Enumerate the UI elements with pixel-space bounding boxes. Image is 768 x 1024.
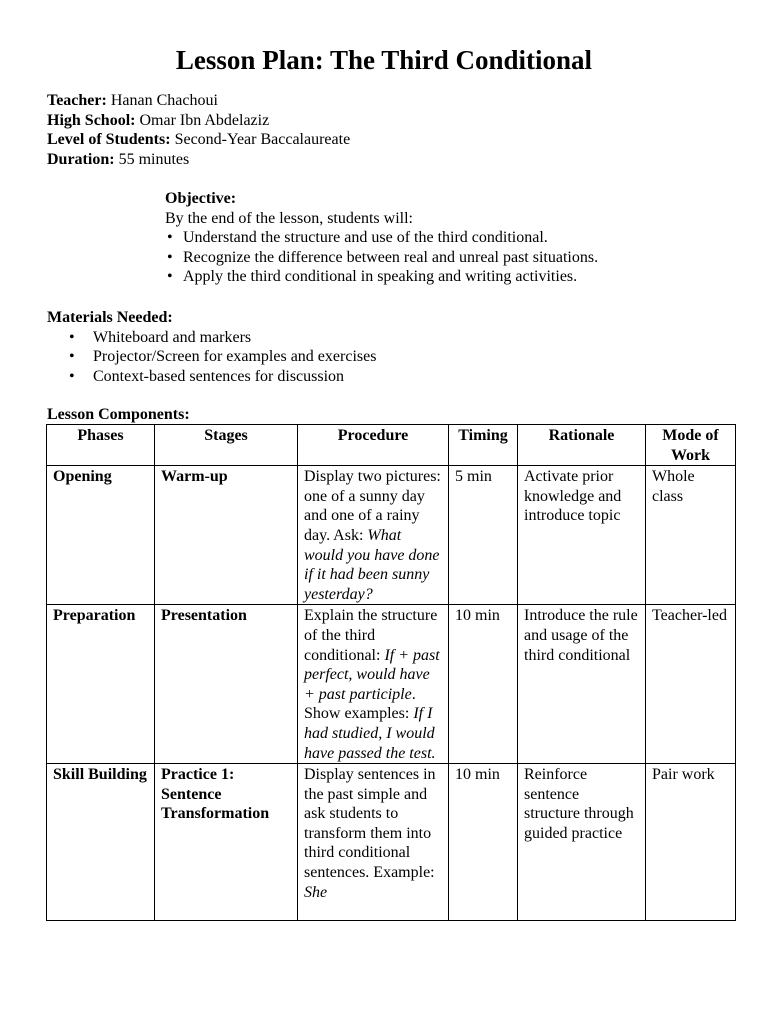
list-item: • Projector/Screen for examples and exercises bbox=[47, 347, 376, 367]
list-item: • Recognize the difference between real and unreal past situations. bbox=[165, 248, 598, 268]
list-item: • Apply the third conditional in speaking and writing activities. bbox=[165, 267, 598, 287]
table-header-row bbox=[47, 425, 736, 466]
timing-cell: 10 min bbox=[449, 764, 518, 921]
materials-section bbox=[47, 308, 376, 386]
list-item: • Context-based sentences for discussion bbox=[47, 367, 376, 387]
objective-heading: Objective: bbox=[165, 190, 237, 207]
objective-section bbox=[165, 189, 598, 287]
phase-cell: Preparation bbox=[47, 605, 155, 764]
list-item: • Whiteboard and markers bbox=[47, 328, 376, 348]
mode-cell: Pair work bbox=[646, 764, 736, 921]
lesson-components-table bbox=[46, 424, 736, 921]
page-title: Lesson Plan: The Third Conditional bbox=[175, 45, 593, 75]
objective-list bbox=[165, 228, 598, 287]
lesson-info bbox=[47, 91, 350, 169]
objective-intro: By the end of the lesson, students will: bbox=[165, 209, 413, 227]
rationale-cell: Activate prior knowledge and introduce topic bbox=[518, 466, 646, 605]
procedure-cell: Display sentences in the past simple and ask students to transform them into third conditional sentences. Example: She bbox=[298, 764, 449, 921]
level-line: Level of Students: Second-Year Baccalaureate bbox=[47, 131, 351, 149]
header-rationale: Rationale bbox=[518, 425, 646, 466]
list-item: • Understand the structure and use of the third conditional. bbox=[165, 228, 598, 248]
rationale-cell: Reinforce sentence structure through guided practice bbox=[518, 764, 646, 921]
header-mode: Mode of Work bbox=[646, 425, 736, 466]
header-stages: Stages bbox=[155, 425, 298, 466]
phase-cell: Skill Building bbox=[47, 764, 155, 921]
mode-cell: Whole class bbox=[646, 466, 736, 605]
teacher-line: Teacher: Hanan Chachoui bbox=[47, 92, 218, 109]
table-row bbox=[47, 466, 736, 605]
mode-cell: Teacher-led bbox=[646, 605, 736, 764]
materials-list bbox=[47, 328, 376, 387]
timing-cell: 10 min bbox=[449, 605, 518, 764]
header-phases: Phases bbox=[47, 425, 155, 466]
header-timing: Timing bbox=[449, 425, 518, 466]
school-line: High School: Omar Ibn Abdelaziz bbox=[47, 111, 270, 129]
rationale-cell: Introduce the rule and usage of the third conditional bbox=[518, 605, 646, 764]
stage-cell: Warm-up bbox=[155, 466, 298, 605]
procedure-cell: Explain the structure of the third conditional: If + past perfect, would have + past participle. Show examples: If I had studied, I would have passed the test. bbox=[298, 605, 449, 764]
materials-heading: Materials Needed: bbox=[47, 309, 173, 326]
stage-cell: Presentation bbox=[155, 605, 298, 764]
stage-cell: Practice 1: Sentence Transformation bbox=[155, 764, 298, 921]
table-row bbox=[47, 605, 736, 764]
table-row bbox=[47, 764, 736, 921]
procedure-cell: Display two pictures: one of a sunny day and one of a rainy day. Ask: What would you have done if it had been sunny yesterday? bbox=[298, 466, 449, 605]
duration-line: Duration: 55 minutes bbox=[47, 150, 190, 168]
phase-cell: Opening bbox=[47, 466, 155, 605]
timing-cell: 5 min bbox=[449, 466, 518, 605]
header-procedure: Procedure bbox=[298, 425, 449, 466]
components-heading: Lesson Components: bbox=[47, 406, 190, 423]
